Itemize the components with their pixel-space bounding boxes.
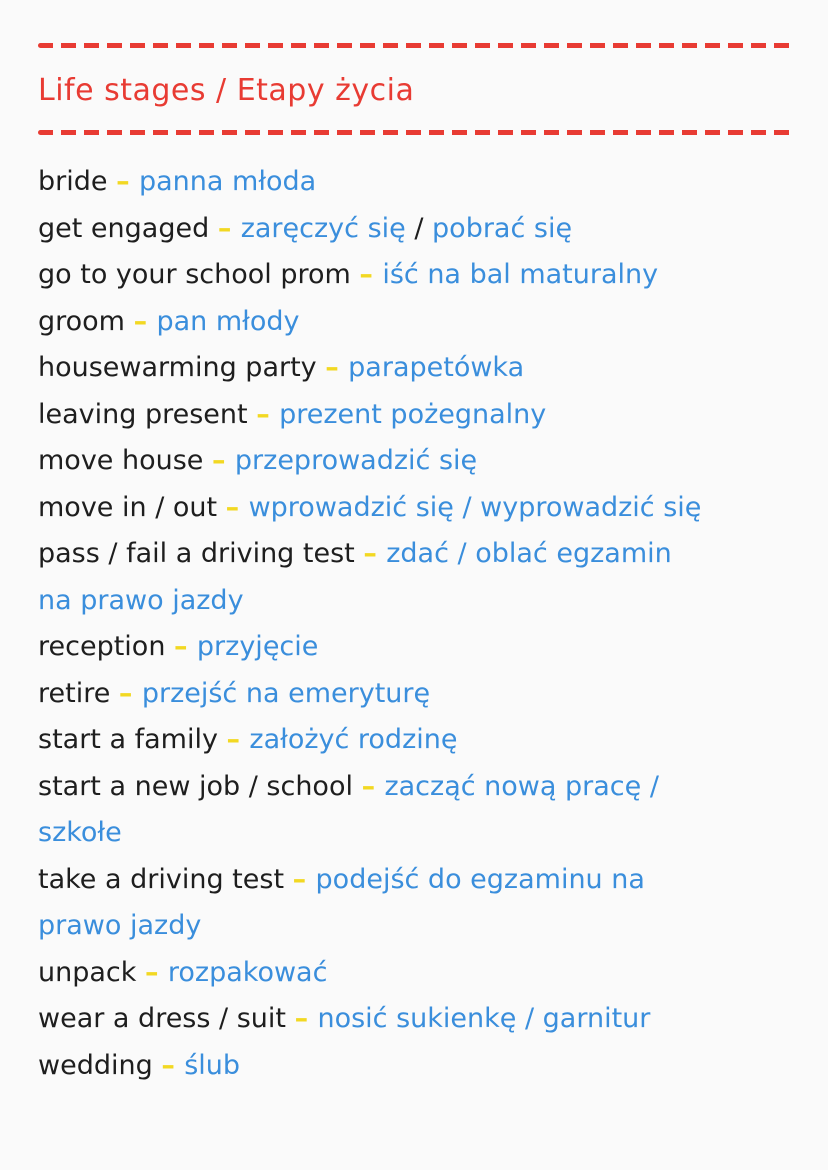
term-en: housewarming party <box>38 352 326 383</box>
term-pl: prawo jazdy <box>38 910 202 941</box>
vocab-entry <box>38 764 794 857</box>
term-en: start a new job / school <box>38 770 362 802</box>
dash-separator: – <box>133 305 157 337</box>
term-pl: przyjęcie <box>196 631 319 662</box>
vocab-entry <box>38 717 794 764</box>
term-pl: przeprowadzić się <box>234 445 478 476</box>
vocab-entry <box>38 206 794 253</box>
vocab-entry <box>38 671 794 718</box>
term-pl: pobrać się <box>423 212 573 244</box>
term-en: leaving present <box>38 398 257 430</box>
term-en: wear a dress / suit <box>38 1003 295 1034</box>
term-en: reception <box>38 631 175 662</box>
term-pl: zaręczyć się <box>240 212 415 244</box>
term-en: start a family <box>38 724 227 755</box>
vocab-entry <box>38 531 794 624</box>
term-pl: podejść do egzaminu na <box>315 863 645 895</box>
term-en: wedding <box>38 1049 162 1081</box>
vocab-entry <box>38 345 794 392</box>
dash-separator: – <box>174 631 197 662</box>
dash-separator: – <box>359 259 383 290</box>
divider-bottom <box>38 130 792 135</box>
vocab-entry <box>38 252 794 299</box>
vocab-entry <box>38 485 794 532</box>
dash-separator: – <box>226 724 250 755</box>
term-en: get engaged <box>38 212 218 244</box>
term-pl: szkołe <box>38 817 122 848</box>
term-pl: prezent pożegnalny <box>279 398 547 430</box>
term-pl: założyć rodzinę <box>249 724 458 755</box>
dash-separator: – <box>225 491 249 523</box>
term-en: groom <box>38 305 134 337</box>
vocab-list <box>38 159 794 1089</box>
term-pl: przejść na emeryturę <box>141 677 431 709</box>
term-en: pass / fail a driving test <box>38 538 364 569</box>
term-pl: zacząć nową pracę / <box>384 770 659 802</box>
dash-separator: – <box>144 956 168 988</box>
term-pl: rozpakować <box>167 956 328 988</box>
term-pl: ślub <box>184 1049 241 1081</box>
dash-separator: – <box>363 538 387 569</box>
vocab-entry <box>38 392 794 439</box>
term-en: move in / out <box>38 491 226 523</box>
dash-separator: – <box>292 863 316 895</box>
vocab-entry <box>38 159 794 206</box>
dash-separator: – <box>294 1003 318 1034</box>
term-en: take a driving test <box>38 863 293 895</box>
vocab-entry <box>38 438 794 485</box>
dash-separator: – <box>118 677 142 709</box>
dash-separator: – <box>212 445 235 476</box>
term-pl: na prawo jazdy <box>38 584 244 616</box>
divider-top <box>38 43 792 48</box>
dash-separator: – <box>161 1049 185 1081</box>
term-pl: parapetówka <box>348 352 525 383</box>
term-pl: pan młody <box>156 305 300 337</box>
term-pl: wprowadzić się / wyprowadzić się <box>248 491 702 523</box>
dash-separator: – <box>361 770 385 802</box>
term-pl: panna młoda <box>138 166 317 197</box>
term-en: bride <box>38 166 117 197</box>
vocab-entry <box>38 1043 794 1090</box>
dash-separator: – <box>256 398 280 430</box>
vocab-entry <box>38 950 794 997</box>
dash-separator: – <box>116 166 139 197</box>
vocab-entry <box>38 996 794 1043</box>
dash-separator: – <box>325 352 349 383</box>
term-en: move house <box>38 445 212 476</box>
term-en: unpack <box>38 956 145 988</box>
vocab-entry <box>38 299 794 346</box>
vocab-entry <box>38 857 794 950</box>
term-en: / <box>414 212 424 244</box>
term-en: retire <box>38 677 119 709</box>
vocab-entry <box>38 624 794 671</box>
page-title: Life stages / Etapy życia <box>38 73 415 108</box>
term-pl: nosić sukienkę / garnitur <box>317 1003 651 1034</box>
term-pl: zdać / oblać egzamin <box>386 538 672 569</box>
term-pl: iść na bal maturalny <box>382 259 659 290</box>
dash-separator: – <box>217 212 241 244</box>
term-en: go to your school prom <box>38 259 360 290</box>
